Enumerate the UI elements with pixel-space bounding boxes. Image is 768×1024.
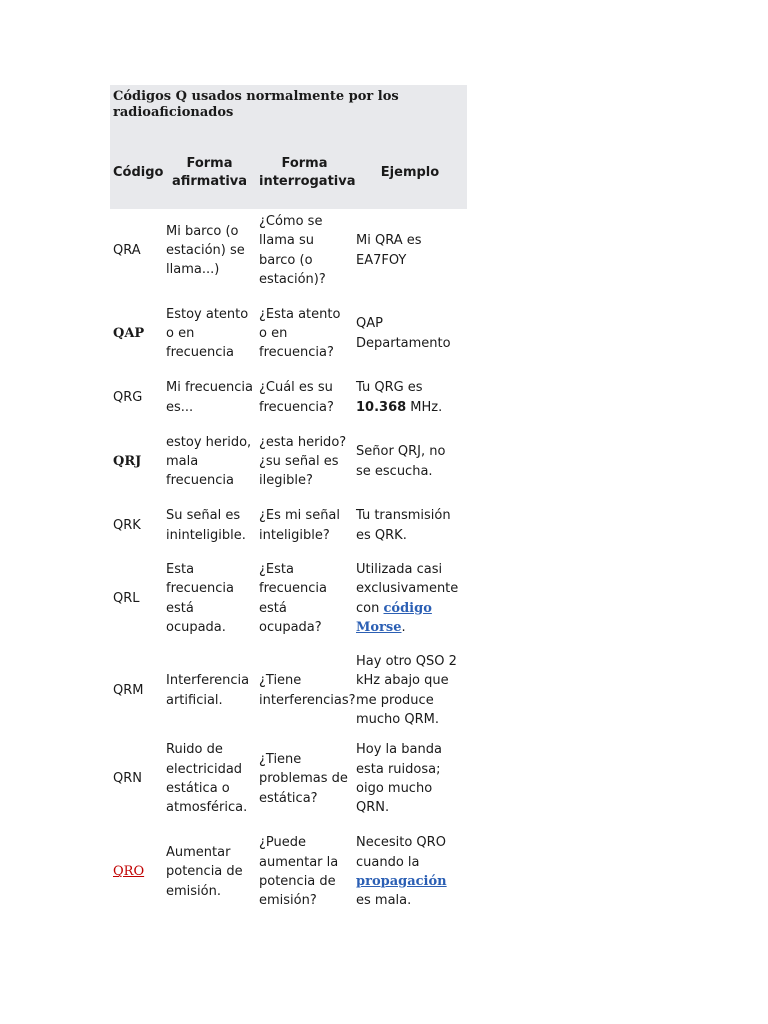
table-row bbox=[110, 503, 467, 548]
affirmative-cell: Su señal es ininteligible. bbox=[166, 508, 246, 543]
affirmative-cell: Mi frecuencia es... bbox=[166, 380, 253, 415]
example-cell: Hay otro QSO 2 kHz abajo que me produce mucho QRM. bbox=[356, 653, 457, 727]
interrogative-cell: ¿Tiene problemas de estática? bbox=[259, 752, 348, 806]
frequency-value: 10.368 bbox=[356, 399, 407, 415]
example-text: MHz. bbox=[406, 399, 443, 415]
affirmative-cell: estoy herido, mala frecuencia bbox=[166, 434, 252, 489]
table-row bbox=[110, 649, 467, 732]
example-cell: Mi QRA es EA7FOY bbox=[356, 233, 422, 268]
header-row bbox=[110, 137, 467, 209]
header-interrogative: Forma interrogativa bbox=[256, 137, 353, 209]
affirmative-cell: Mi barco (o estación) se llama...) bbox=[166, 223, 245, 278]
example-cell: Tu transmisión es QRK. bbox=[356, 508, 451, 543]
affirmative-cell: Aumentar potencia de emisión. bbox=[166, 845, 243, 899]
example-text: Tu QRG es bbox=[356, 380, 423, 396]
code-cell: QRG bbox=[113, 389, 143, 405]
interrogative-cell: ¿Esta atento o en frecuencia? bbox=[259, 306, 341, 361]
code-cell: QRJ bbox=[113, 453, 142, 469]
interrogative-cell: ¿Cómo se llama su barco (o estación)? bbox=[259, 213, 326, 287]
code-cell: QRN bbox=[113, 771, 142, 787]
propagacion-link[interactable]: propagación bbox=[356, 874, 447, 889]
table-row bbox=[110, 732, 467, 826]
example-cell bbox=[353, 826, 467, 918]
q-codes-document bbox=[110, 85, 467, 918]
code-cell: QRK bbox=[113, 517, 141, 533]
code-cell: QRL bbox=[113, 590, 140, 606]
code-cell: QAP bbox=[113, 325, 145, 341]
example-text: . bbox=[401, 619, 406, 635]
interrogative-cell: ¿Esta frecuencia está ocupada? bbox=[259, 561, 327, 635]
table-row bbox=[110, 292, 467, 375]
example-cell bbox=[353, 548, 467, 649]
codigo-morse-link[interactable]: código Morse bbox=[356, 600, 432, 635]
affirmative-cell: Interferencia artificial. bbox=[166, 673, 250, 708]
header-affirmative: Forma afirmativa bbox=[163, 137, 256, 209]
table-caption: Códigos Q usados normalmente por los radioaficionados bbox=[110, 85, 467, 137]
example-text: Utilizada casi exclusivamente con bbox=[356, 561, 459, 616]
interrogative-cell: ¿Es mi señal inteligible? bbox=[259, 508, 341, 543]
example-text: Necesito QRO cuando la bbox=[356, 835, 446, 870]
table-row bbox=[110, 375, 467, 420]
table-row bbox=[110, 209, 467, 292]
q-codes-table bbox=[110, 137, 467, 918]
table-row bbox=[110, 420, 467, 503]
interrogative-cell: ¿Tiene interferencias? bbox=[259, 673, 356, 708]
header-example: Ejemplo bbox=[353, 137, 467, 209]
code-cell: QRM bbox=[113, 682, 144, 698]
interrogative-cell: ¿esta herido? ¿su señal es ilegible? bbox=[259, 434, 347, 489]
affirmative-cell: Esta frecuencia está ocupada. bbox=[166, 561, 234, 635]
qro-link[interactable]: QRO bbox=[113, 864, 145, 880]
header-code: Código bbox=[110, 137, 163, 209]
example-cell: Hoy la banda esta ruidosa; oigo mucho QRN. bbox=[356, 742, 442, 816]
interrogative-cell: ¿Puede aumentar la potencia de emisión? bbox=[259, 835, 339, 909]
table-row bbox=[110, 548, 467, 649]
example-cell bbox=[353, 375, 467, 420]
affirmative-cell: Ruido de electricidad estática o atmosférica. bbox=[166, 742, 248, 816]
affirmative-cell: Estoy atento o en frecuencia bbox=[166, 306, 249, 361]
example-cell: Señor QRJ, no se escucha. bbox=[356, 444, 446, 479]
interrogative-cell: ¿Cuál es su frecuencia? bbox=[259, 380, 334, 415]
table-row bbox=[110, 826, 467, 918]
code-cell bbox=[110, 826, 163, 918]
example-text: es mala. bbox=[356, 893, 412, 909]
code-cell: QRA bbox=[113, 242, 141, 258]
example-cell: QAP Departamento bbox=[356, 316, 451, 351]
